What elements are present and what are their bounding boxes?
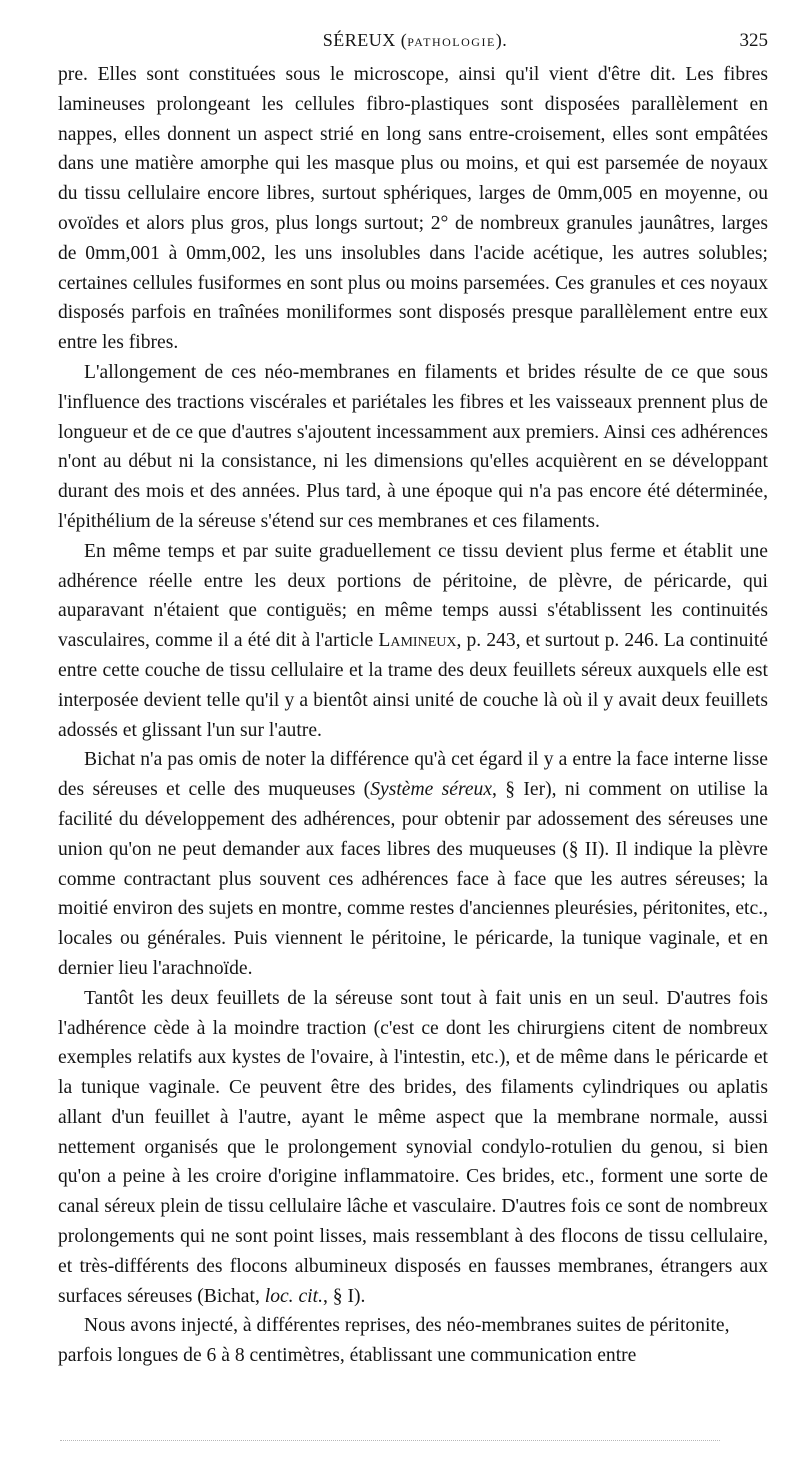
running-header [62, 30, 768, 58]
running-title-subtitle: PATHOLOGIE [407, 35, 496, 49]
bottom-scan-margin [60, 1440, 720, 1443]
article-reference-lamineux: Lamineux [378, 630, 457, 652]
paragraph-4-part-2: , § Ier), ni comment on utilise la facilité du développement des adhérences, pour obtenir par adossement des séreuses une union qu'on ne peut demander aux faces libres des muqueuses (§ II). Il indique la plèvre comme contractant plus souvent ces adhérences face à face que les autres séreuses; la moitié environ des sujets en montre, comme restes d'anciennes pleurésies, péritonites, etc., locales ou générales. Puis viennent le péritoine, le péricarde, la tunique vaginale, et en dernier lieu l'arachnoïde. [58, 779, 768, 979]
paragraph-3 [58, 537, 768, 746]
paragraph-5-part-2: , § I). [322, 1285, 366, 1307]
paragraph-1: pre. Elles sont constituées sous le microscope, ainsi qu'il vient d'être dit. Les fibres lamineuses prolongeant les cellules fibro-plastiques sont disposées parallèlement en nappes, elles donnent un aspect strié en long sans entre-croisement, elles sont empâtées dans une matière amorphe qui les masque plus ou moins, et qui est parsemée de noyaux du tissu cellulaire encore libres, surtout sphériques, larges de 0mm,005 en moyenne, ou ovoïdes et alors plus gros, plus longs surtout; 2° de nombreux granules jaunâtres, larges de 0mm,001 à 0mm,002, les uns insolubles dans l'acide acétique, les autres solubles; certaines cellules fusiformes en sont plus ou moins parsemées. Ces granules et ces noyaux disposés parfois en traînées moniliformes sont disposés presque parallèlement entre eux entre les fibres. [58, 64, 768, 354]
running-title-close: ). [495, 30, 508, 50]
running-title-main: SÉREUX ( [322, 30, 408, 50]
citation-loc-cit: loc. cit. [264, 1285, 323, 1307]
paragraph-4-part-1: Bichat n'a pas omis de noter la différence qu'à cet égard il y a entre la face interne lisse des séreuses et celle des muqueuses ( [58, 749, 768, 801]
paragraph-3-part-1: En même temps et par suite graduellement ce tissu devient plus ferme et établit une adhérence réelle entre les deux portions de péritoine, de plèvre, de péricarde, qui auparavant n'étaient que contiguës; en même temps aussi s'établissent les continuités vasculaires, comme il a été dit à l'article [58, 540, 768, 652]
paragraph-5-part-1: Tantôt les deux feuillets de la séreuse sont tout à fait unis en un seul. D'autres fois l'adhérence cède à la moindre traction (c'est ce dont les chirurgiens citent de nombreux exemples relatifs aux kystes de l'ovaire, à l'intestin, etc.), et de même dans le péricarde et la tunique vaginale. Ce peuvent être des brides, des filaments cylindriques ou aplatis allant d'un feuillet à l'autre, ayant le même aspect que la membrane normale, aussi nettement organisés que le prolongement synovial condylo-rotulien du genou, si bien qu'on a peine à les croire d'origine inflammatoire. Ces brides, etc., forment une sorte de canal séreux plein de tissu cellulaire lâche et vasculaire. D'autres fois ce sont de nombreux prolongements qui ne sont point lisses, mais ressemblant à des flocons de tissu cellulaire, et très-différents des flocons albumineux disposés en fausses membranes, étrangers aux surfaces séreuses (Bichat, [58, 987, 768, 1307]
paragraph-6: Nous avons injecté, à différentes reprises, des néo-membranes suites de péritonite, parfois longues de 6 à 8 centimètres, établissant une communication entre [58, 1315, 730, 1367]
paragraph-4 [58, 745, 768, 983]
body-text [58, 60, 768, 1371]
paragraph-3-part-2: , p. 243, et surtout p. 246. La continuité entre cette couche de tissu cellulaire et la trame des deux feuillets séreux auxquels elle est interposée devient telle qu'il y a bientôt ainsi unité de couche là où il y avait deux feuillets adossés et glissant l'un sur l'autre. [58, 630, 768, 741]
running-title [62, 30, 768, 51]
paragraph-5 [58, 984, 768, 1312]
paragraph-2: L'allongement de ces néo-membranes en filaments et brides résulte de ce que sous l'influence des tractions viscérales et pariétales les fibres et les vaisseaux prennent plus de longueur et de ce que d'autres s'ajoutent incessamment aux premiers. Ainsi ces adhérences n'ont au début ni la consistance, ni les dimensions qu'elles acquièrent en se développant durant des mois et des années. Plus tard, à une époque qui n'a pas encore été déterminée, l'épithélium de la séreuse s'étend sur ces membranes et ces filaments. [58, 361, 768, 532]
page-number: 325 [739, 30, 768, 51]
work-title-systeme-sereux: Système séreux [370, 779, 493, 801]
